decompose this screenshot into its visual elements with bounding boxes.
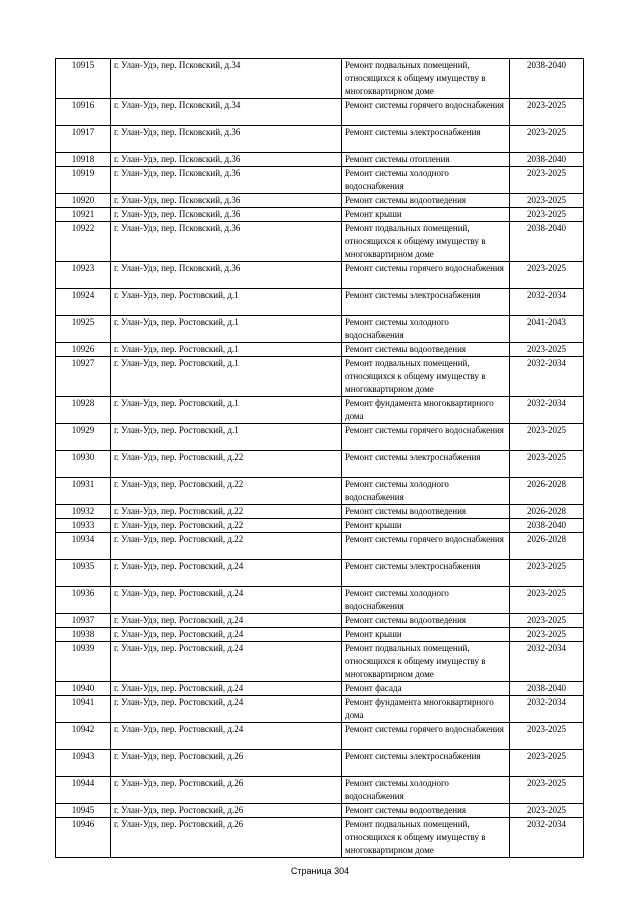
row-number-cell: 10937 bbox=[56, 614, 111, 628]
row-number-cell: 10939 bbox=[56, 642, 111, 682]
period-cell: 2023-2025 bbox=[510, 777, 584, 804]
row-number-cell: 10930 bbox=[56, 451, 111, 478]
period-cell: 2041-2043 bbox=[510, 316, 584, 343]
table-row bbox=[56, 397, 584, 424]
work-type-cell: Ремонт подвальных помещений, относящихся к общему имуществу в многоквартирном доме bbox=[342, 222, 510, 262]
address-cell: г. Улан-Удэ, пер. Псковский, д.36 bbox=[111, 208, 342, 222]
table-row bbox=[56, 587, 584, 614]
row-number-cell: 10944 bbox=[56, 777, 111, 804]
period-cell: 2023-2025 bbox=[510, 208, 584, 222]
table-row bbox=[56, 316, 584, 343]
row-number-cell: 10927 bbox=[56, 357, 111, 397]
table-row bbox=[56, 59, 584, 99]
period-cell: 2023-2025 bbox=[510, 587, 584, 614]
period-cell: 2032-2034 bbox=[510, 397, 584, 424]
table-row bbox=[56, 478, 584, 505]
work-type-cell: Ремонт системы водоотведения bbox=[342, 505, 510, 519]
period-cell: 2032-2034 bbox=[510, 642, 584, 682]
table-row bbox=[56, 451, 584, 478]
row-number-cell: 10916 bbox=[56, 99, 111, 126]
period-cell: 2026-2028 bbox=[510, 505, 584, 519]
work-type-cell: Ремонт фундамента многоквартирного дома bbox=[342, 397, 510, 424]
period-cell: 2023-2025 bbox=[510, 343, 584, 357]
period-cell: 2023-2025 bbox=[510, 424, 584, 451]
work-type-cell: Ремонт подвальных помещений, относящихся к общему имуществу в многоквартирном доме bbox=[342, 818, 510, 858]
work-type-cell: Ремонт системы электроснабжения bbox=[342, 560, 510, 587]
address-cell: г. Улан-Удэ, пер. Ростовский, д.24 bbox=[111, 723, 342, 750]
table-row bbox=[56, 343, 584, 357]
address-cell: г. Улан-Удэ, пер. Ростовский, д.1 bbox=[111, 397, 342, 424]
table-body bbox=[56, 59, 584, 858]
row-number-cell: 10919 bbox=[56, 167, 111, 194]
address-cell: г. Улан-Удэ, пер. Ростовский, д.22 bbox=[111, 451, 342, 478]
address-cell: г. Улан-Удэ, пер. Псковский, д.36 bbox=[111, 262, 342, 289]
work-type-cell: Ремонт крыши bbox=[342, 208, 510, 222]
address-cell: г. Улан-Удэ, пер. Ростовский, д.22 bbox=[111, 478, 342, 505]
address-cell: г. Улан-Удэ, пер. Ростовский, д.1 bbox=[111, 424, 342, 451]
address-cell: г. Улан-Удэ, пер. Псковский, д.36 bbox=[111, 222, 342, 262]
period-cell: 2026-2028 bbox=[510, 478, 584, 505]
period-cell: 2038-2040 bbox=[510, 682, 584, 696]
address-cell: г. Улан-Удэ, пер. Ростовский, д.24 bbox=[111, 614, 342, 628]
address-cell: г. Улан-Удэ, пер. Ростовский, д.24 bbox=[111, 628, 342, 642]
row-number-cell: 10918 bbox=[56, 153, 111, 167]
period-cell: 2023-2025 bbox=[510, 723, 584, 750]
work-type-cell: Ремонт системы электроснабжения bbox=[342, 126, 510, 153]
address-cell: г. Улан-Удэ, пер. Ростовский, д.22 bbox=[111, 533, 342, 560]
row-number-cell: 10932 bbox=[56, 505, 111, 519]
work-type-cell: Ремонт системы электроснабжения bbox=[342, 289, 510, 316]
row-number-cell: 10915 bbox=[56, 59, 111, 99]
row-number-cell: 10924 bbox=[56, 289, 111, 316]
work-type-cell: Ремонт системы водоотведения bbox=[342, 614, 510, 628]
work-type-cell: Ремонт системы холодного водоснабжения bbox=[342, 478, 510, 505]
work-type-cell: Ремонт системы электроснабжения bbox=[342, 750, 510, 777]
row-number-cell: 10926 bbox=[56, 343, 111, 357]
table-row bbox=[56, 167, 584, 194]
work-type-cell: Ремонт системы горячего водоснабжения bbox=[342, 99, 510, 126]
address-cell: г. Улан-Удэ, пер. Ростовский, д.1 bbox=[111, 357, 342, 397]
row-number-cell: 10928 bbox=[56, 397, 111, 424]
work-type-cell: Ремонт системы горячего водоснабжения bbox=[342, 723, 510, 750]
table-row bbox=[56, 642, 584, 682]
row-number-cell: 10933 bbox=[56, 519, 111, 533]
work-type-cell: Ремонт системы водоотведения bbox=[342, 194, 510, 208]
work-type-cell: Ремонт подвальных помещений, относящихся к общему имуществу в многоквартирном доме bbox=[342, 642, 510, 682]
address-cell: г. Улан-Удэ, пер. Псковский, д.36 bbox=[111, 167, 342, 194]
address-cell: г. Улан-Удэ, пер. Ростовский, д.24 bbox=[111, 696, 342, 723]
table-row bbox=[56, 222, 584, 262]
address-cell: г. Улан-Удэ, пер. Ростовский, д.26 bbox=[111, 750, 342, 777]
row-number-cell: 10917 bbox=[56, 126, 111, 153]
address-cell: г. Улан-Удэ, пер. Ростовский, д.1 bbox=[111, 316, 342, 343]
table-row bbox=[56, 153, 584, 167]
row-number-cell: 10922 bbox=[56, 222, 111, 262]
table-row bbox=[56, 505, 584, 519]
period-cell: 2023-2025 bbox=[510, 262, 584, 289]
row-number-cell: 10942 bbox=[56, 723, 111, 750]
work-type-cell: Ремонт крыши bbox=[342, 628, 510, 642]
row-number-cell: 10946 bbox=[56, 818, 111, 858]
row-number-cell: 10929 bbox=[56, 424, 111, 451]
address-cell: г. Улан-Удэ, пер. Ростовский, д.1 bbox=[111, 343, 342, 357]
work-type-cell: Ремонт системы водоотведения bbox=[342, 343, 510, 357]
table-row bbox=[56, 126, 584, 153]
table-row bbox=[56, 696, 584, 723]
period-cell: 2023-2025 bbox=[510, 126, 584, 153]
table-row bbox=[56, 750, 584, 777]
table-row bbox=[56, 262, 584, 289]
row-number-cell: 10938 bbox=[56, 628, 111, 642]
page-number: Страница 304 bbox=[290, 866, 350, 876]
table-row bbox=[56, 628, 584, 642]
period-cell: 2023-2025 bbox=[510, 614, 584, 628]
period-cell: 2032-2034 bbox=[510, 289, 584, 316]
period-cell: 2023-2025 bbox=[510, 167, 584, 194]
period-cell: 2023-2025 bbox=[510, 804, 584, 818]
period-cell: 2023-2025 bbox=[510, 99, 584, 126]
work-type-cell: Ремонт системы холодного водоснабжения bbox=[342, 316, 510, 343]
address-cell: г. Улан-Удэ, пер. Псковский, д.34 bbox=[111, 99, 342, 126]
period-cell: 2023-2025 bbox=[510, 750, 584, 777]
work-type-cell: Ремонт фундамента многоквартирного дома bbox=[342, 696, 510, 723]
work-type-cell: Ремонт системы холодного водоснабжения bbox=[342, 167, 510, 194]
work-type-cell: Ремонт системы электроснабжения bbox=[342, 451, 510, 478]
row-number-cell: 10945 bbox=[56, 804, 111, 818]
row-number-cell: 10925 bbox=[56, 316, 111, 343]
period-cell: 2032-2034 bbox=[510, 357, 584, 397]
period-cell: 2026-2028 bbox=[510, 533, 584, 560]
table-row bbox=[56, 99, 584, 126]
table-row bbox=[56, 723, 584, 750]
period-cell: 2023-2025 bbox=[510, 451, 584, 478]
address-cell: г. Улан-Удэ, пер. Ростовский, д.24 bbox=[111, 560, 342, 587]
work-type-cell: Ремонт системы горячего водоснабжения bbox=[342, 424, 510, 451]
address-cell: г. Улан-Удэ, пер. Ростовский, д.22 bbox=[111, 519, 342, 533]
row-number-cell: 10920 bbox=[56, 194, 111, 208]
work-type-cell: Ремонт фасада bbox=[342, 682, 510, 696]
work-type-cell: Ремонт системы холодного водоснабжения bbox=[342, 587, 510, 614]
period-cell: 2038-2040 bbox=[510, 222, 584, 262]
row-number-cell: 10931 bbox=[56, 478, 111, 505]
work-type-cell: Ремонт подвальных помещений, относящихся к общему имуществу в многоквартирном доме bbox=[342, 59, 510, 99]
period-cell: 2023-2025 bbox=[510, 194, 584, 208]
address-cell: г. Улан-Удэ, пер. Псковский, д.36 bbox=[111, 153, 342, 167]
row-number-cell: 10921 bbox=[56, 208, 111, 222]
work-type-cell: Ремонт системы холодного водоснабжения bbox=[342, 777, 510, 804]
repair-schedule-table bbox=[55, 58, 584, 858]
table-row bbox=[56, 519, 584, 533]
address-cell: г. Улан-Удэ, пер. Ростовский, д.22 bbox=[111, 505, 342, 519]
work-type-cell: Ремонт системы горячего водоснабжения bbox=[342, 262, 510, 289]
table-row bbox=[56, 804, 584, 818]
table-row bbox=[56, 560, 584, 587]
period-cell: 2023-2025 bbox=[510, 560, 584, 587]
address-cell: г. Улан-Удэ, пер. Ростовский, д.24 bbox=[111, 682, 342, 696]
table-row bbox=[56, 289, 584, 316]
table-row bbox=[56, 533, 584, 560]
table-row bbox=[56, 614, 584, 628]
row-number-cell: 10941 bbox=[56, 696, 111, 723]
work-type-cell: Ремонт крыши bbox=[342, 519, 510, 533]
address-cell: г. Улан-Удэ, пер. Ростовский, д.24 bbox=[111, 642, 342, 682]
address-cell: г. Улан-Удэ, пер. Ростовский, д.26 bbox=[111, 818, 342, 858]
address-cell: г. Улан-Удэ, пер. Ростовский, д.26 bbox=[111, 804, 342, 818]
table-row bbox=[56, 424, 584, 451]
work-type-cell: Ремонт системы горячего водоснабжения bbox=[342, 533, 510, 560]
row-number-cell: 10943 bbox=[56, 750, 111, 777]
address-cell: г. Улан-Удэ, пер. Ростовский, д.26 bbox=[111, 777, 342, 804]
table-row bbox=[56, 682, 584, 696]
table-row bbox=[56, 208, 584, 222]
row-number-cell: 10935 bbox=[56, 560, 111, 587]
address-cell: г. Улан-Удэ, пер. Псковский, д.34 bbox=[111, 59, 342, 99]
work-type-cell: Ремонт системы отопления bbox=[342, 153, 510, 167]
row-number-cell: 10934 bbox=[56, 533, 111, 560]
address-cell: г. Улан-Удэ, пер. Ростовский, д.24 bbox=[111, 587, 342, 614]
work-type-cell: Ремонт системы водоотведения bbox=[342, 804, 510, 818]
address-cell: г. Улан-Удэ, пер. Ростовский, д.1 bbox=[111, 289, 342, 316]
period-cell: 2038-2040 bbox=[510, 59, 584, 99]
row-number-cell: 10940 bbox=[56, 682, 111, 696]
period-cell: 2023-2025 bbox=[510, 628, 584, 642]
period-cell: 2032-2034 bbox=[510, 818, 584, 858]
table-row bbox=[56, 357, 584, 397]
period-cell: 2038-2040 bbox=[510, 519, 584, 533]
period-cell: 2038-2040 bbox=[510, 153, 584, 167]
period-cell: 2032-2034 bbox=[510, 696, 584, 723]
table-row bbox=[56, 777, 584, 804]
table-row bbox=[56, 194, 584, 208]
row-number-cell: 10936 bbox=[56, 587, 111, 614]
table-row bbox=[56, 818, 584, 858]
address-cell: г. Улан-Удэ, пер. Псковский, д.36 bbox=[111, 194, 342, 208]
work-type-cell: Ремонт подвальных помещений, относящихся к общему имуществу в многоквартирном доме bbox=[342, 357, 510, 397]
row-number-cell: 10923 bbox=[56, 262, 111, 289]
address-cell: г. Улан-Удэ, пер. Псковский, д.36 bbox=[111, 126, 342, 153]
